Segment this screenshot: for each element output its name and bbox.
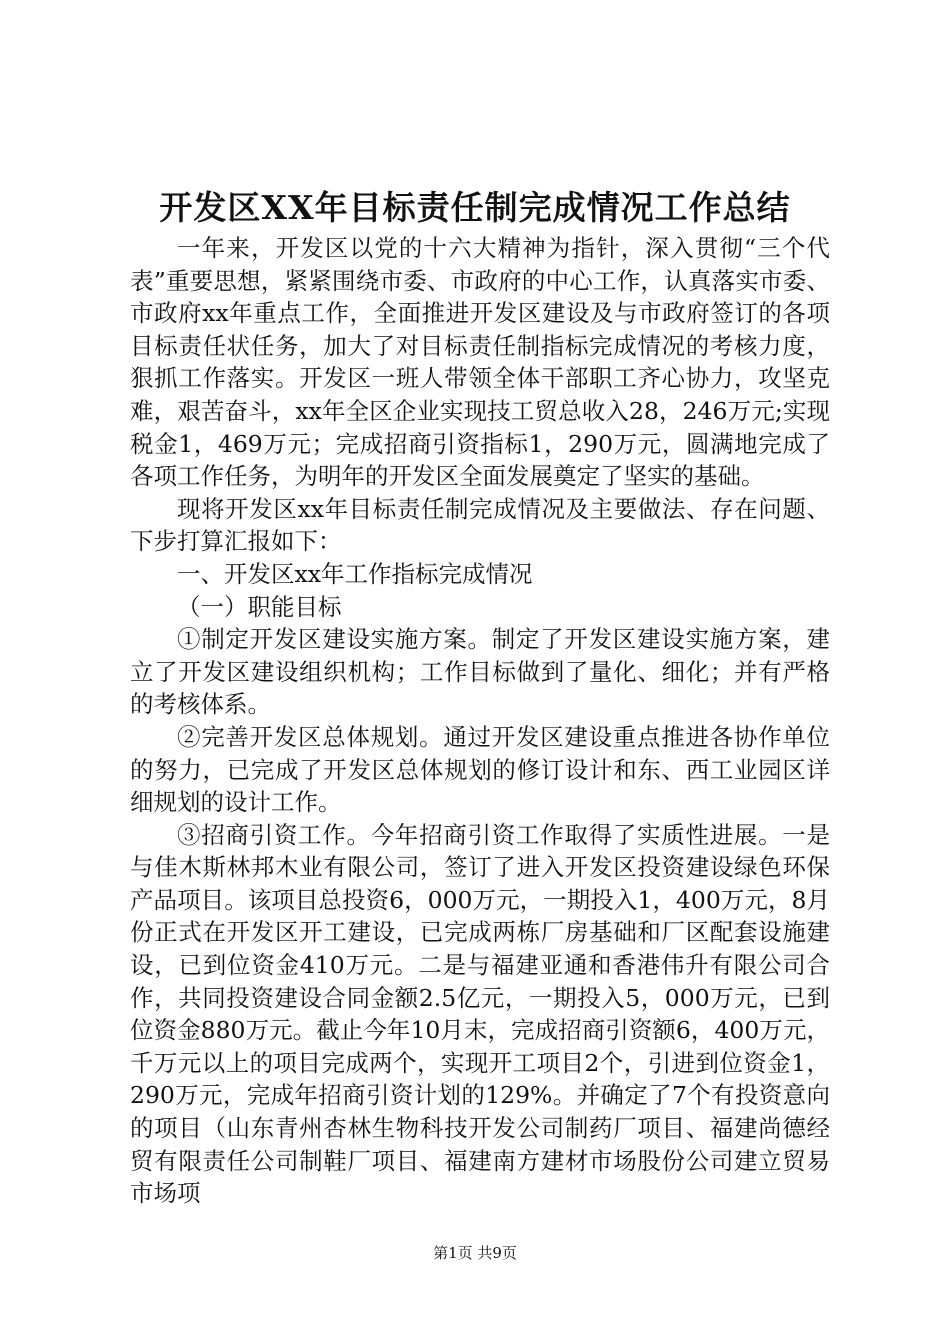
heading-section-1: 一、开发区xx年工作指标完成情况 (177, 559, 533, 588)
page-footer: 第1页 共9页 (433, 1244, 517, 1262)
paragraph-item-2: ②完善开发区总体规划。通过开发区建设重点推进各协作单位的努力，已完成了开发区总体规划的修订设计和东、西工业园区详细规划的设计工作。 (130, 722, 830, 817)
paragraph-intro: 一年来，开发区以党的十六大精神为指针，深入贯彻“三个代表”重要思想，紧紧围绕市委、市政府的中心工作，认真落实市委、市政府xx年重点工作，全面推进开发区建设及与市政府签订的各项目标责任状任务，加大了对目标责任制指标完成情况的考核力度，狠抓工作落实。开发区一班人带领全体干部职工齐心协力，攻坚克难，艰苦奋斗，xx年全区企业实现技工贸总收入28，246万元;实现税金1，469万元；完成招商引资指标1，290万元，圆满地完成了各项工作任务，为明年的开发区全面发展奠定了坚实的基础。 (130, 234, 830, 491)
document-title: 开发区XX年目标责任制完成情况工作总结 (159, 188, 791, 227)
paragraph-item-3: ③招商引资工作。今年招商引资工作取得了实质性进展。一是与佳木斯林邦木业有限公司，签订了进入开发区投资建设绿色环保产品项目。该项目总投资6，000万元，一期投入1，400万元，8月份正式在开发区开工建设，已完成两栋厂房基础和厂区配套设施建设，已到位资金410万元。二是与福建亚通和香港伟升有限公司合作，共同投资建设合同金额2.5亿元，一期投入5，000万元，已到位资金880万元。截止今年10月末，完成招商引资额6，400万元，千万元以上的项目完成两个，实现开工项目2个，引进到位资金1，290万元，完成年招商引资计划的129%。并确定了7个有投资意向的项目（山东青州杏林生物科技开发公司制药厂项目、福建尚德经贸有限责任公司制鞋厂项目、福建南方建材市场股份公司建立贸易市场项 (130, 820, 830, 1208)
heading-subsection-1: （一）职能目标 (177, 592, 342, 621)
document-body (130, 232, 830, 1210)
paragraph-report-outline: 现将开发区xx年目标责任制完成情况及主要做法、存在问题、下步打算汇报如下： (130, 494, 830, 556)
paragraph-item-1: ①制定开发区建设实施方案。制定了开发区建设实施方案，建立了开发区建设组织机构；工作目标做到了量化、细化；并有严格的考核体系。 (130, 625, 830, 719)
